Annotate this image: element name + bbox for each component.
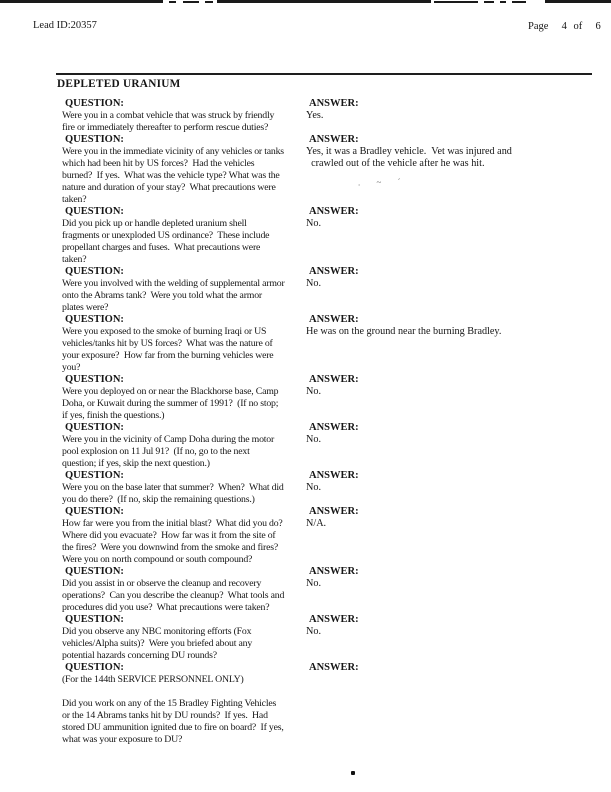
answer-label: ANSWER: [309,662,359,673]
answer-line: No. [306,218,321,229]
question-column [62,98,306,134]
answer-label: ANSWER: [309,314,359,325]
qa-block [62,422,597,470]
question-label: QUESTION: [65,470,124,481]
qa-block [62,566,597,614]
answer-line: No. [306,626,321,637]
qa-block [62,206,597,266]
question-line: which had been hit by US forces? Had the vehicles [62,158,255,169]
answer-label: ANSWER: [309,98,359,109]
answer-line: No. [306,278,321,289]
scan-bar-segment [169,1,176,3]
question-line: you? [62,362,81,373]
question-label: QUESTION: [65,98,124,109]
scan-bar-segment [434,1,478,3]
question-line: you do there? (If no, skip the remaining questions.) [62,494,255,505]
question-line: the fires? Were you downwind from the smoke and fires? [62,542,279,553]
qa-block [62,134,597,206]
question-line: Did you assist in or observe the cleanup and recovery [62,578,262,589]
question-line: propellant charges and fuses. What precautions were [62,242,261,253]
scan-artifact-smudge: . ~ ´ [357,176,408,188]
qa-block [62,506,597,566]
qa-block [62,614,597,662]
answer-label: ANSWER: [309,374,359,385]
answer-label: ANSWER: [309,506,359,517]
page-number: Page 4 of 6 [528,21,601,32]
answer-column [306,374,597,398]
closing-line: or the 14 Abrams tanks hit by DU rounds? If yes. Had [62,710,268,721]
question-label: QUESTION: [65,266,124,277]
question-line: vehicles/tanks hit by US forces? What was the nature of [62,338,273,349]
answer-column [306,134,597,170]
lead-id: Lead ID:20357 [33,20,97,31]
question-line: taken? [62,254,87,265]
question-line: Were you in the vicinity of Camp Doha during the motor [62,434,275,445]
qa-block [62,314,597,374]
qa-block [62,374,597,422]
scan-bar-segment [500,1,506,3]
question-line: plates were? [62,302,109,313]
qa-block [62,470,597,506]
question-line: Were you involved with the welding of supplemental armor [62,278,285,289]
question-line: fragments or unexploded US ordinance? These include [62,230,270,241]
question-line: Were you in the immediate vicinity of any vehicles or tanks [62,146,284,157]
answer-column [306,566,597,590]
section-title: DEPLETED URANIUM [57,78,181,90]
question-column [62,374,306,422]
question-label: QUESTION: [65,134,124,145]
scan-bar-segment [545,0,611,3]
answer-label: ANSWER: [309,566,359,577]
question-line: operations? Can you describe the cleanup? What tools and [62,590,285,601]
answer-line: No. [306,482,321,493]
question-line: your exposure? How far from the burning vehicles were [62,350,274,361]
qa-block [62,662,597,686]
answer-column [306,662,597,674]
question-label: QUESTION: [65,566,124,577]
question-line: How far were you from the initial blast? What did you do? [62,518,283,529]
question-column [62,134,306,206]
question-line: Where did you evacuate? How far was it from the site of [62,530,276,541]
answer-column [306,98,597,122]
question-line: procedures did you use? What precautions were taken? [62,602,270,613]
question-column [62,314,306,374]
question-column [62,506,306,566]
question-line: fire or immediately thereafter to perform rescue duties? [62,122,269,133]
answer-line: N/A. [306,518,327,529]
question-label: QUESTION: [65,206,124,217]
question-line: Did you observe any NBC monitoring efforts (Fox [62,626,252,637]
answer-column [306,266,597,290]
question-column [62,614,306,662]
closing-line: Did you work on any of the 15 Bradley Fighting Vehicles [62,698,277,709]
scan-bar-segment [217,0,431,3]
answer-line: Yes, it was a Bradley vehicle. Vet was injured and [306,146,512,157]
scan-bar-segment [0,0,163,3]
question-label: QUESTION: [65,614,124,625]
answer-line: crawled out of the vehicle after he was hit. [306,158,485,169]
question-line: Doha, or Kuwait during the summer of 1991? (If no stop; [62,398,279,409]
qa-block [62,98,597,134]
answer-label: ANSWER: [309,614,359,625]
question-line: Were you in a combat vehicle that was struck by friendly [62,110,275,121]
answer-column [306,614,597,638]
question-line: burned? If yes. What was the vehicle type? What was the [62,170,280,181]
closing-line: what was your exposure to DU? [62,734,183,745]
closing-paragraph [62,698,597,746]
question-line: if yes, finish the questions.) [62,410,165,421]
answer-line: No. [306,578,321,589]
answer-column [306,422,597,446]
question-line: Were you on north compound or south compound? [62,554,253,565]
question-column [62,470,306,506]
question-label: QUESTION: [65,374,124,385]
question-line: question; if yes, skip the next question.) [62,458,210,469]
question-column [62,266,306,314]
scan-artifact-dot [351,771,355,775]
question-label: QUESTION: [65,662,124,673]
question-line: Were you exposed to the smoke of burning Iraqi or US [62,326,267,337]
question-column [62,206,306,266]
answer-column [306,470,597,494]
question-label: QUESTION: [65,506,124,517]
scan-bar-segment [205,1,213,3]
scan-bar-segment [512,1,526,3]
question-line: Were you on the base later that summer? When? What did [62,482,284,493]
question-label: QUESTION: [65,422,124,433]
answer-label: ANSWER: [309,470,359,481]
question-line: taken? [62,194,87,205]
answer-label: ANSWER: [309,134,359,145]
scan-bar-segment [484,1,494,3]
question-line: onto the Abrams tank? Were you told what the armor [62,290,262,301]
question-line: vehicles/Alpha suits)? Were you briefed about any [62,638,253,649]
answer-line: Yes. [306,110,324,121]
answer-line: No. [306,386,321,397]
question-line: nature and duration of your stay? What precautions were [62,182,276,193]
answer-label: ANSWER: [309,206,359,217]
question-column [62,662,306,686]
qa-block [62,266,597,314]
answer-label: ANSWER: [309,266,359,277]
section-divider [56,73,592,75]
answer-column [306,506,597,530]
answer-line: No. [306,434,321,445]
question-line: Did you pick up or handle depleted uranium shell [62,218,247,229]
question-line: pool explosion on 11 Jul 91? (If no, go to the next [62,446,250,457]
answer-label: ANSWER: [309,422,359,433]
answer-column [306,206,597,230]
answer-column [306,314,597,338]
question-label: QUESTION: [65,314,124,325]
closing-line: stored DU ammunition ignited due to fire on board? If yes, [62,722,284,733]
question-line: Were you deployed on or near the Blackhorse base, Camp [62,386,279,397]
question-column [62,422,306,470]
scan-bar-segment [183,1,199,3]
answer-line: He was on the ground near the burning Bradley. [306,326,502,337]
qa-list [62,98,597,746]
question-line: potential hazards concerning DU rounds? [62,650,217,661]
question-column [62,566,306,614]
question-line: (For the 144th SERVICE PERSONNEL ONLY) [62,674,244,685]
